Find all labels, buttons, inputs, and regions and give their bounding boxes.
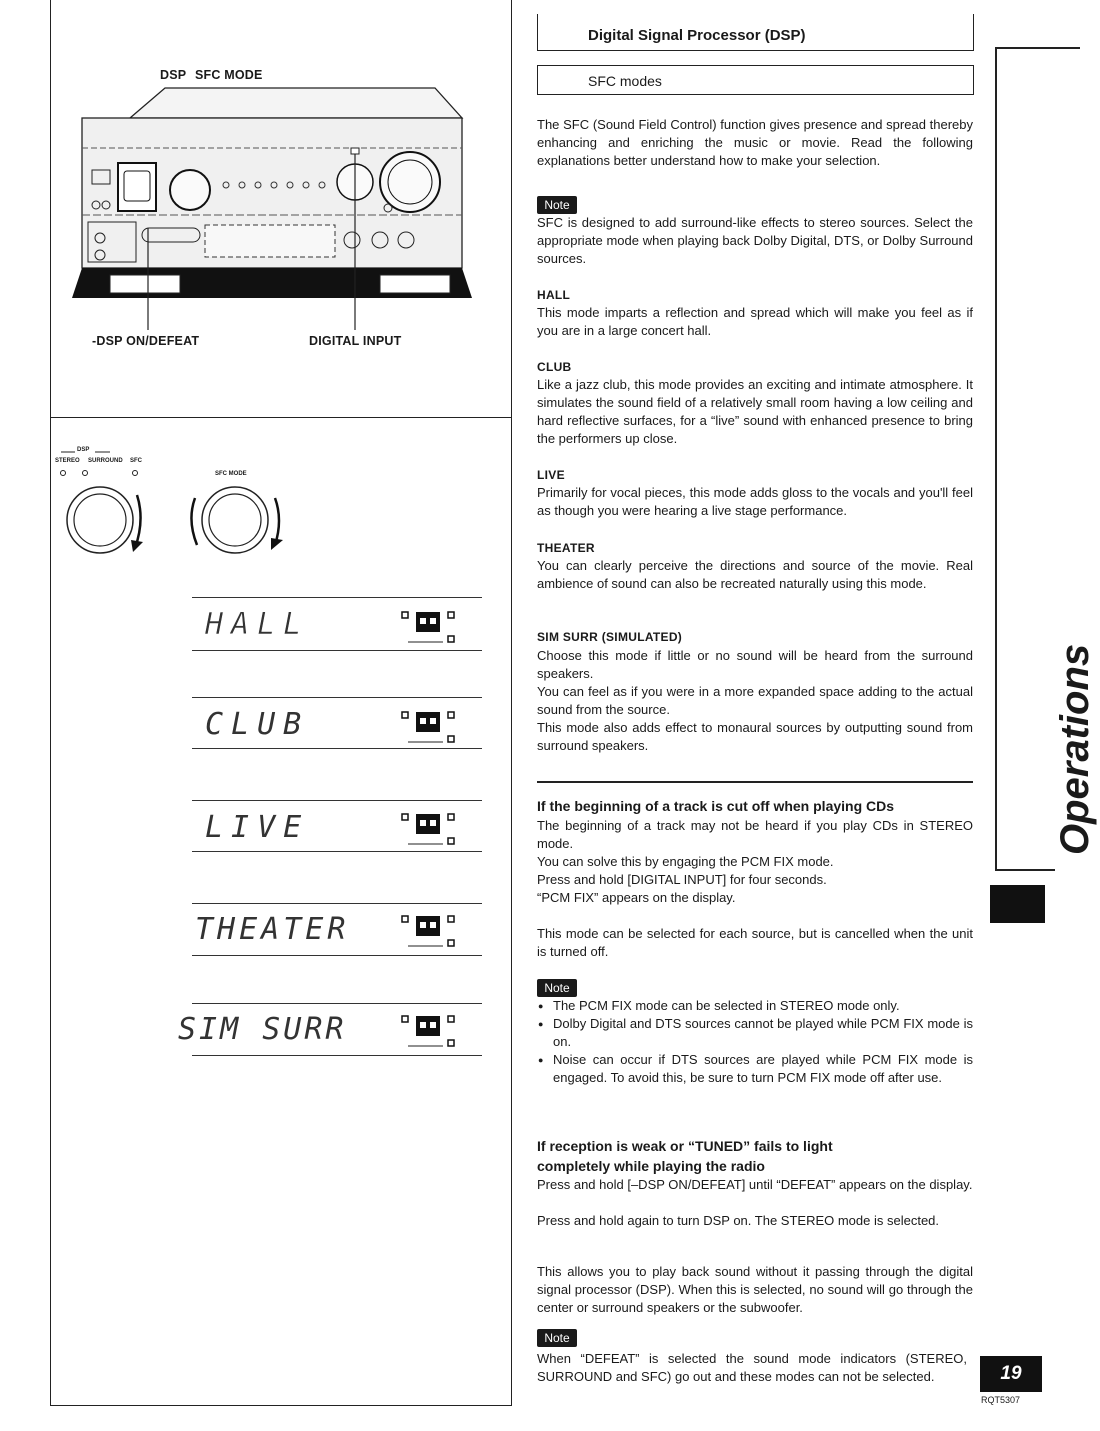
segment-text: THEATER — [195, 912, 350, 947]
surround-small-label: SURROUND — [88, 458, 123, 464]
document-code: RQT5307 — [981, 1395, 1021, 1405]
note-badge: Note — [537, 196, 577, 214]
side-tab-label: Operations — [1053, 643, 1097, 855]
lcd-rule — [192, 697, 482, 698]
mode-description: Primarily for vocal pieces, this mode adds gloss to the vocals and you'll feel as though you were hearing a live stage performance. — [537, 485, 973, 518]
side-tab-operations — [1000, 643, 1097, 855]
segment-text: HALL — [205, 607, 310, 642]
list-item: ● Dolby Digital and DTS sources cannot be played while PCM FIX mode is on. — [537, 1015, 973, 1051]
speaker-indicator-icon — [398, 808, 458, 848]
segment-text: SIM SURR — [178, 1012, 347, 1047]
mode-heading: THEATER — [537, 541, 595, 555]
page-number: 19 — [980, 1356, 1042, 1392]
lcd-rule — [192, 748, 482, 749]
section-marker-block — [990, 885, 1045, 923]
dsp-small-label: DSP — [77, 447, 90, 453]
sfc-mode-label: SFC MODE — [195, 68, 263, 82]
section-heading: completely while playing the radio — [537, 1158, 765, 1174]
sfc-small-label: SFC — [130, 458, 142, 464]
body-paragraph: This mode can be selected for each source, but is cancelled when the unit is turned off. — [537, 926, 973, 959]
note-badge: Note — [537, 1329, 577, 1347]
sfc-mode-small-label: SFC MODE — [215, 471, 247, 477]
mode-heading: LIVE — [537, 468, 565, 482]
side-tab-rule — [995, 869, 1055, 871]
lcd-rule — [192, 851, 482, 852]
list-item: ● The PCM FIX mode can be selected in STEREO mode only. — [537, 997, 973, 1015]
mode-description: You can clearly perceive the directions and source of the movie. Real ambience of sound can also be recreated naturally using this mode. — [537, 558, 973, 591]
body-paragraph: Press and hold [DIGITAL INPUT] for four seconds. — [537, 872, 827, 887]
mode-description: Choose this mode if little or no sound will be heard from the surround speakers. — [537, 648, 973, 681]
side-tab-rule — [995, 47, 1080, 49]
mode-description: This mode imparts a reflection and spread which will make you feel as if you are in a large concert hall. — [537, 305, 973, 338]
speaker-indicator-icon — [398, 706, 458, 746]
dsp-on-defeat-label: -DSP ON/DEFEAT — [92, 334, 200, 348]
mode-heading: SIM SURR (SIMULATED) — [537, 630, 683, 644]
mode-heading: HALL — [537, 288, 571, 302]
knob-illustration — [55, 440, 305, 560]
mode-heading: CLUB — [537, 360, 572, 374]
section-heading: If the beginning of a track is cut off when playing CDs — [537, 798, 895, 814]
page-title: Digital Signal Processor (DSP) — [588, 27, 806, 44]
mode-description: You can feel as if you were in a more expanded space adding to the actual sound from the source. — [537, 684, 973, 717]
lcd-display-hall — [205, 603, 365, 645]
segment-text: LIVE — [205, 810, 310, 845]
lcd-rule — [192, 597, 482, 598]
stereo-small-label: STEREO — [55, 458, 80, 464]
title-box — [537, 14, 974, 51]
lcd-rule — [192, 1055, 482, 1056]
note-paragraph: SFC is designed to add surround-like effects to stereo sources. Select the appropriate mode when playing back Dolby Digital, DTS, or Dolby Surround sources. — [537, 215, 973, 266]
lcd-display-theater — [195, 908, 395, 950]
segment-text: CLUB — [205, 707, 310, 742]
note-bullet-list — [537, 997, 973, 1087]
mode-description: Like a jazz club, this mode provides an exciting and intimate atmosphere. It simulates the sound field of a relatively small room having a low ceiling and hard reflective surfaces, for a “live” sound with enhanced presence to bring the performers up close. — [537, 377, 973, 446]
digital-input-label: DIGITAL INPUT — [309, 334, 402, 348]
lcd-rule — [192, 1003, 482, 1004]
speaker-indicator-icon — [398, 606, 458, 646]
body-paragraph: You can solve this by engaging the PCM FIX mode. — [537, 854, 834, 869]
speaker-indicator-icon — [398, 910, 458, 950]
body-paragraph: Press and hold again to turn DSP on. The STEREO mode is selected. — [537, 1213, 940, 1228]
lcd-rule — [192, 800, 482, 801]
lcd-display-club — [205, 703, 365, 745]
body-paragraph: Press and hold [–DSP ON/DEFEAT] until “DEFEAT” appears on the display. — [537, 1177, 973, 1192]
section-heading: If reception is weak or “TUNED” fails to light — [537, 1138, 833, 1154]
note-badge: Note — [537, 979, 577, 997]
list-item: ● Noise can occur if DTS sources are played while PCM FIX mode is engaged. To avoid this, be sure to turn PCM FIX mode off after use. — [537, 1051, 973, 1087]
speaker-indicator-icon — [398, 1010, 458, 1050]
sfc-knob-panel — [55, 440, 305, 560]
body-paragraph: The beginning of a track may not be heard if you play CDs in STEREO mode. — [537, 818, 973, 851]
lcd-rule — [192, 903, 482, 904]
lcd-rule — [192, 650, 482, 651]
lcd-rule — [192, 955, 482, 956]
body-paragraph: This allows you to play back sound without it passing through the digital signal processor (DSP). When this is selected, no sound will go through the center or surround speakers or the subwoofer. — [537, 1264, 973, 1315]
note-paragraph: When “DEFEAT” is selected the sound mode indicators (STEREO, SURROUND and SFC) go out and these modes can not be selected. — [537, 1351, 967, 1384]
body-paragraph: “PCM FIX” appears on the display. — [537, 890, 736, 905]
section-divider — [537, 781, 973, 783]
mode-description: This mode also adds effect to monaural sources by outputting sound from surround speakers. — [537, 720, 973, 753]
lcd-display-sim-surr — [178, 1008, 393, 1050]
subtitle-box — [537, 65, 974, 95]
intro-paragraph: The SFC (Sound Field Control) function gives presence and spread thereby enhancing and enriching the music or movie. Read the following explanations better understand how to make your selection. — [537, 117, 973, 168]
receiver-front-panel-illustration — [50, 0, 512, 330]
section-subtitle: SFC modes — [588, 73, 662, 89]
side-tab-rule — [995, 47, 997, 870]
dsp-label: DSP — [160, 68, 187, 82]
lcd-display-live — [205, 806, 365, 848]
receiver-diagram-box — [50, 0, 512, 418]
